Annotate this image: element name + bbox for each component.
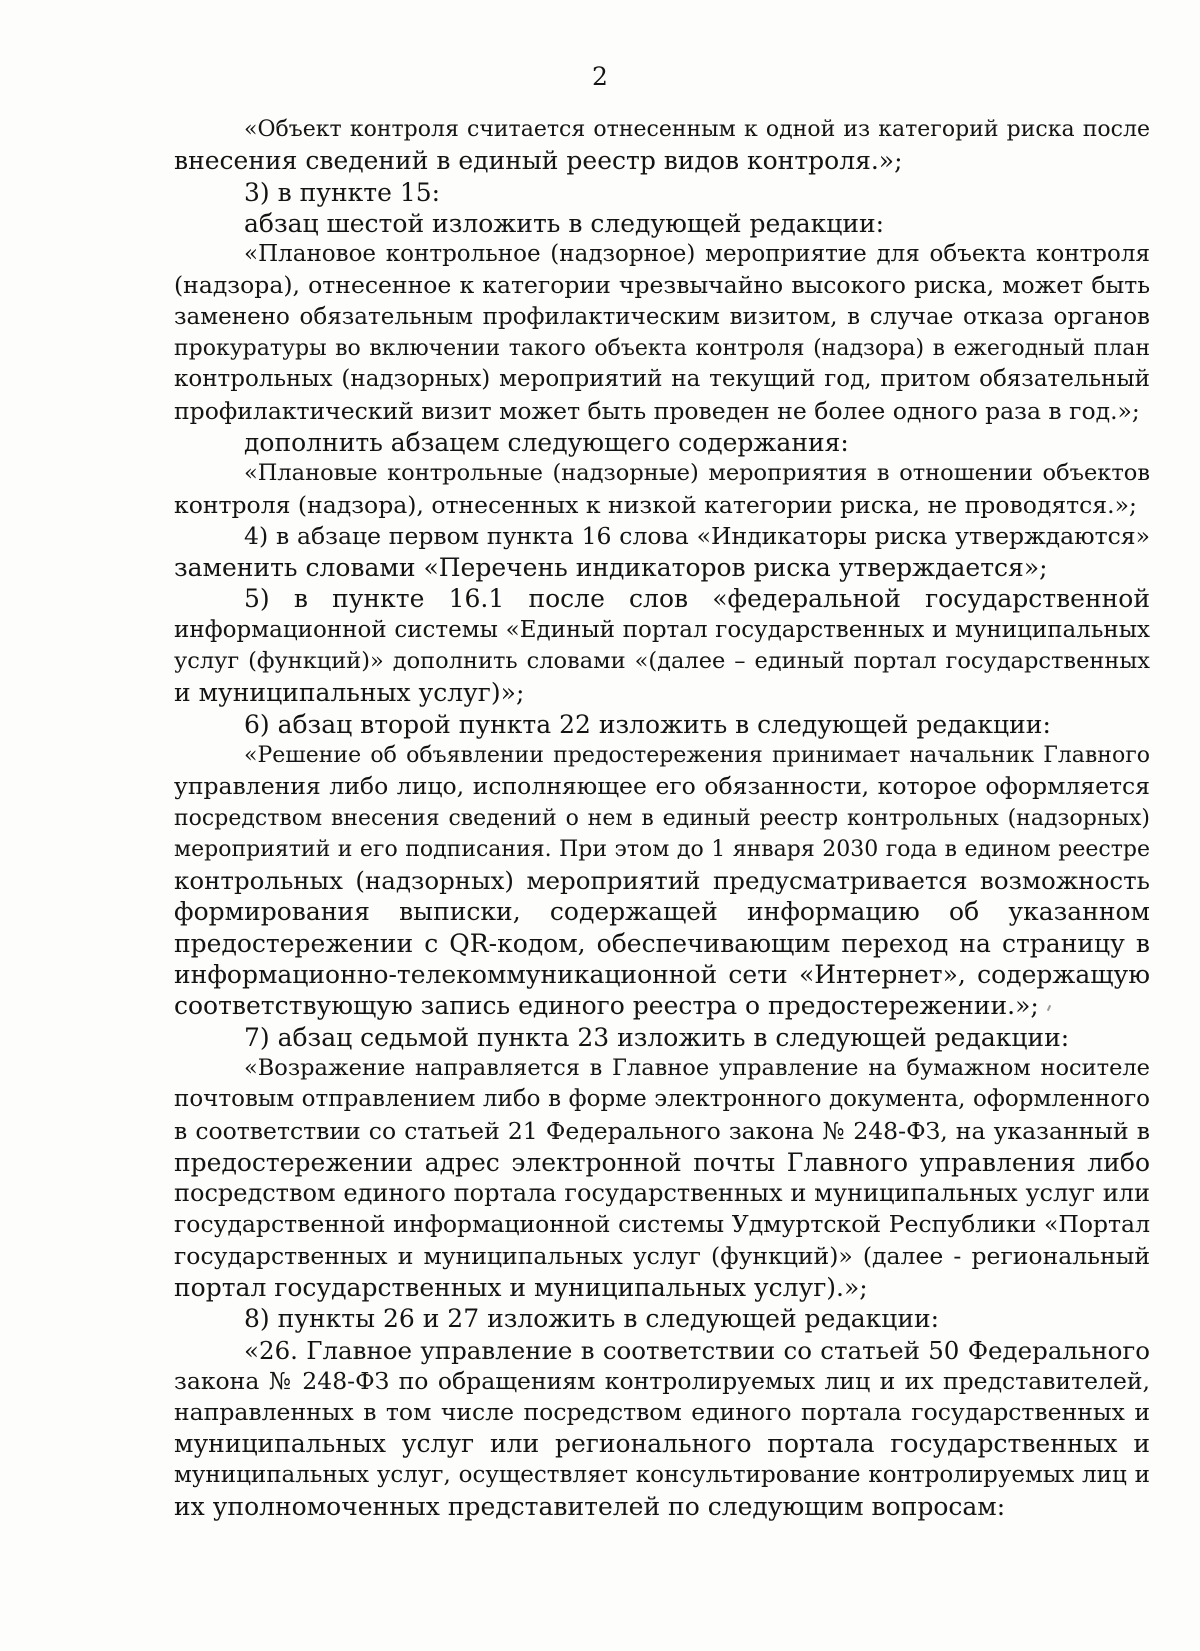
- text-line: прокуратуры во включении такого объекта контроля (надзора) в ежегодный план: [174, 336, 1150, 362]
- text-line: предостережении с QR-кодом, обеспечивающим переход на страницу в: [174, 928, 1150, 958]
- text-line: в соответствии со статьей 21 Федерального закона № 248-ФЗ, на указанный в: [174, 1116, 1150, 1145]
- text-line: дополнить абзацем следующего содержания:: [244, 427, 849, 457]
- page-number: 2: [592, 62, 608, 91]
- text-line: соответствующую запись единого реестра о предостережении.»;: [174, 991, 1039, 1021]
- text-line: направленных в том числе посредством единого портала государственных и: [174, 1398, 1150, 1427]
- text-line: контрольных (надзорных) мероприятий предусматривается возможность: [174, 866, 1150, 896]
- text-line: внесения сведений в единый реестр видов контроля.»;: [174, 146, 903, 176]
- text-line: 3) в пункте 15:: [244, 177, 441, 207]
- text-line: информационно-телекоммуникационной сети «Интернет», содержащую: [174, 960, 1150, 990]
- text-line: мероприятий и его подписания. При этом до 1 января 2030 года в едином реестре: [174, 836, 1150, 862]
- text-line: государственных и муниципальных услуг (функций)» (далее - региональный: [174, 1241, 1150, 1270]
- text-line: «Решение об объявлении предостережения принимает начальник Главного: [244, 742, 1150, 768]
- text-line: 6) абзац второй пункта 22 изложить в следующей редакции:: [244, 709, 1051, 739]
- text-line: закона № 248-ФЗ по обращениям контролируемых лиц и их представителей,: [174, 1366, 1150, 1395]
- text-line: «26. Главное управление в соответствии со статьей 50 Федерального: [244, 1335, 1150, 1365]
- text-line: посредством внесения сведений о нем в единый реестр контрольных (надзорных): [174, 805, 1150, 831]
- text-line: контрольных (надзорных) мероприятий на текущий год, притом обязательный: [174, 366, 1150, 393]
- text-line: услуг (функций)» дополнить словами «(далее – единый портал государственных: [174, 648, 1150, 675]
- text-line: их уполномоченных представителей по следующим вопросам:: [174, 1492, 1006, 1522]
- document-body: [174, 114, 1150, 1522]
- text-line: 7) абзац седьмой пункта 23 изложить в следующей редакции:: [244, 1022, 1070, 1052]
- text-line: предостережении адрес электронной почты Главного управления либо: [174, 1147, 1150, 1177]
- text-line: контроля (надзора), отнесенных к низкой категории риска, не проводятся.»;: [174, 490, 1137, 519]
- text-line: абзац шестой изложить в следующей редакции:: [244, 208, 885, 238]
- text-line: муниципальных услуг или регионального портала государственных и: [174, 1429, 1150, 1459]
- text-line: 4) в абзаце первом пункта 16 слова «Индикаторы риска утверждаются»: [244, 521, 1150, 550]
- text-line: «Объект контроля считается отнесенным к одной из категорий риска после: [244, 117, 1150, 142]
- text-line: муниципальных услуг, осуществляет консультирование контролируемых лиц и: [174, 1461, 1150, 1488]
- text-line: и муниципальных услуг)»;: [174, 678, 525, 708]
- text-line: 5) в пункте 16.1 после слов «федеральной государственной: [244, 584, 1150, 614]
- text-line: почтовым отправлением либо в форме электронного документа, оформленного: [174, 1086, 1150, 1113]
- text-line: заменить словами «Перечень индикаторов риска утверждается»;: [174, 553, 1048, 583]
- text-line: (надзора), отнесенное к категории чрезвычайно высокого риска, может быть: [174, 271, 1150, 300]
- text-line: портал государственных и муниципальных услуг).»;: [174, 1272, 868, 1302]
- text-line: формирования выписки, содержащей информацию об указанном: [174, 897, 1150, 927]
- text-line: «Плановое контрольное (надзорное) мероприятие для объекта контроля: [244, 241, 1150, 268]
- text-line: государственной информационной системы Удмуртской Республики «Портал: [174, 1210, 1150, 1239]
- text-line: заменено обязательным профилактическим визитом, в случае отказа органов: [174, 303, 1150, 330]
- text-line: информационной системы «Единый портал государственных и муниципальных: [174, 616, 1150, 643]
- text-line: «Возражение направляется в Главное управление на бумажном носителе: [244, 1054, 1150, 1081]
- text-line: «Плановые контрольные (надзорные) мероприятия в отношении объектов: [244, 460, 1150, 487]
- text-line: управления либо лицо, исполняющее его обязанности, которое оформляется: [174, 772, 1150, 801]
- text-line: 8) пункты 26 и 27 изложить в следующей редакции:: [244, 1304, 940, 1334]
- text-line: профилактический визит может быть проведен не более одного раза в год.»;: [174, 396, 1140, 425]
- text-line: посредством единого портала государственных и муниципальных услуг или: [174, 1179, 1150, 1208]
